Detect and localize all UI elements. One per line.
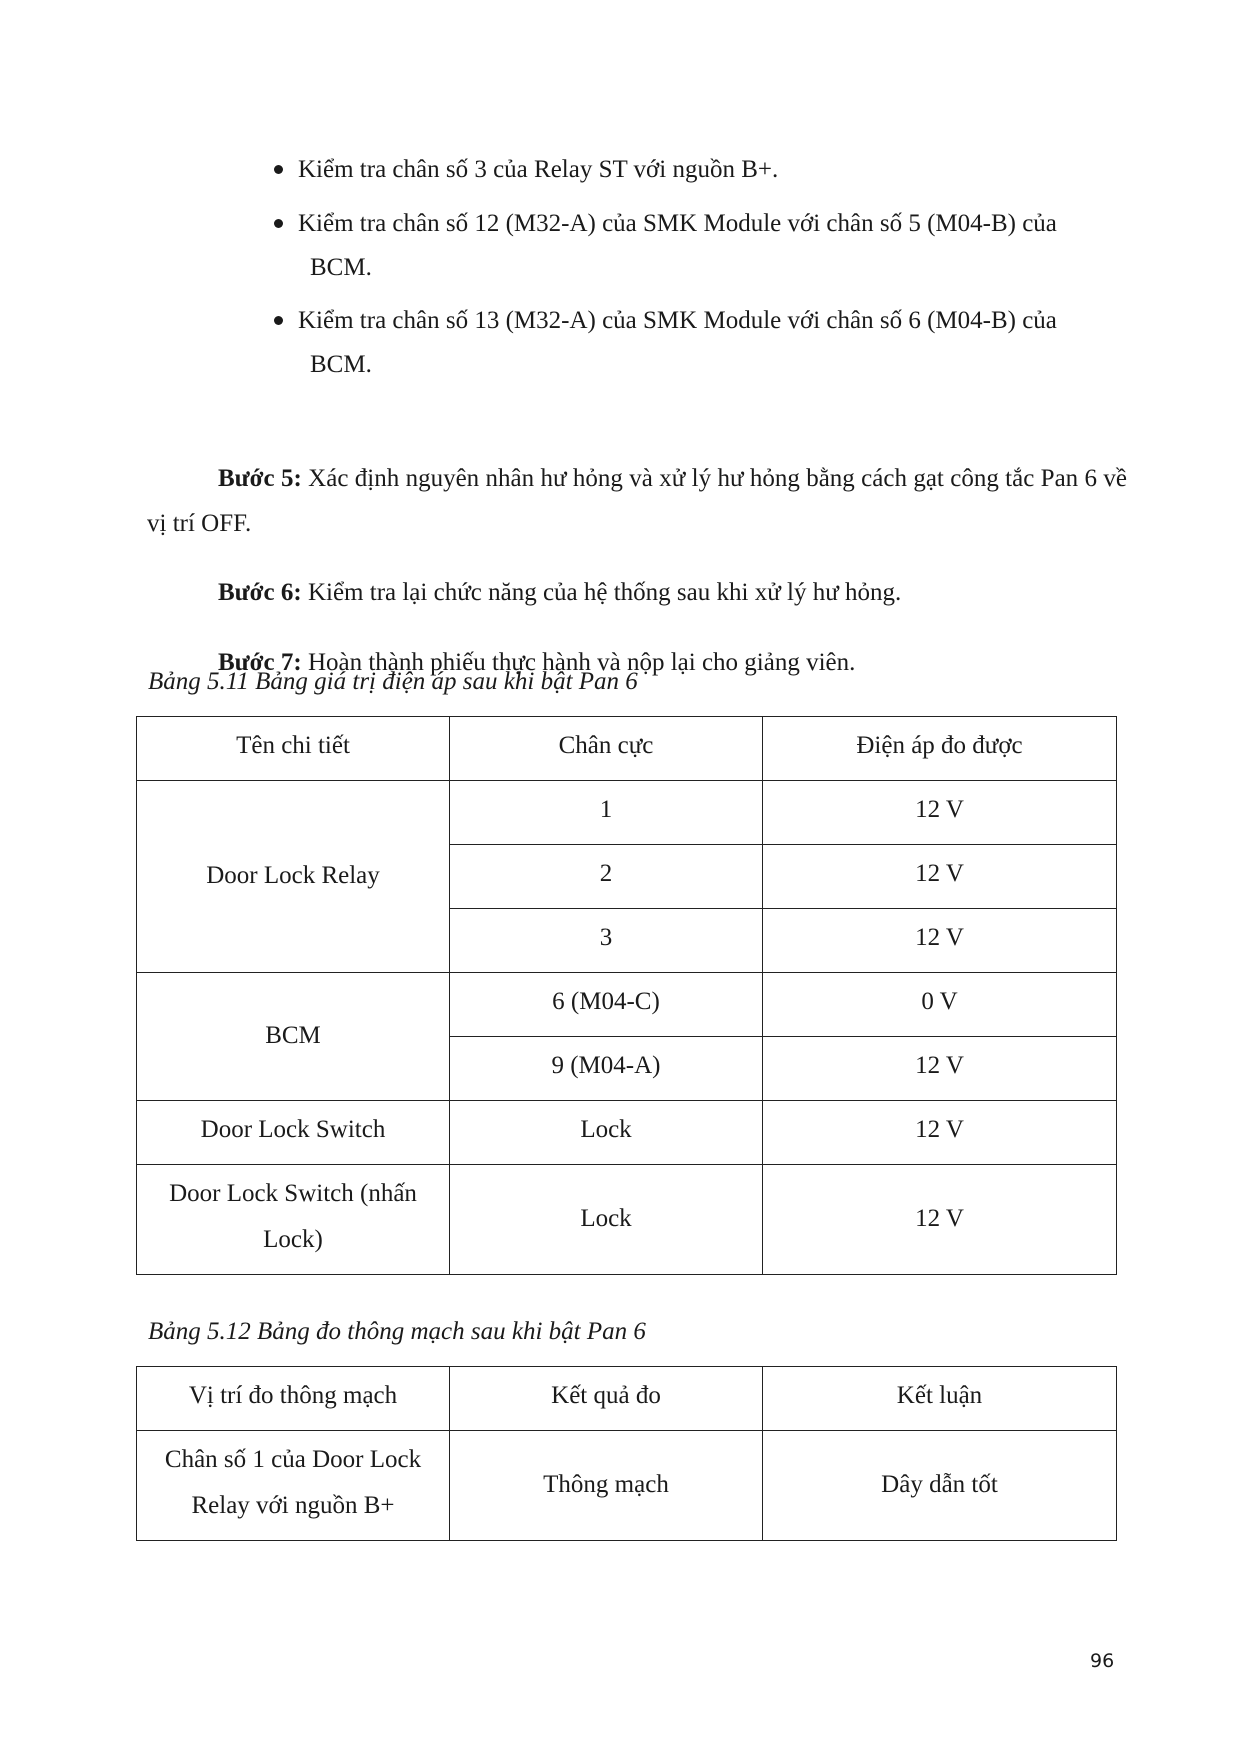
pin-cell: Lock — [450, 1165, 763, 1275]
table-row — [137, 1165, 1117, 1275]
table-row — [137, 781, 1117, 845]
step-text: Xác định nguyên nhân hư hỏng và xử lý hư hỏng bằng cách gạt công tắc Pan 6 về vị trí OFF. — [147, 465, 1127, 537]
page-number: 96 — [1090, 1650, 1115, 1672]
table-header-row — [137, 717, 1117, 781]
pin-cell: 2 — [450, 845, 763, 909]
table-header-cell: Vị trí đo thông mạch — [137, 1367, 450, 1431]
table-header-cell: Tên chi tiết — [137, 717, 450, 781]
bullet-item — [270, 148, 1130, 192]
bullet-continuation: BCM. — [310, 253, 372, 281]
step-label: Bước 7: — [218, 648, 302, 676]
bullet-text: Kiểm tra chân số 12 (M32-A) của SMK Module với chân số 5 (M04-B) của — [298, 209, 1057, 237]
step-list — [147, 432, 1127, 703]
table2-caption: Bảng 5.12 Bảng đo thông mạch sau khi bật Pan 6 — [148, 1318, 646, 1345]
step-6 — [147, 571, 1127, 616]
voltage-cell: 12 V — [763, 909, 1117, 973]
pin-cell: 9 (M04-A) — [450, 1037, 763, 1101]
table-row — [137, 1431, 1117, 1541]
table-row — [137, 1101, 1117, 1165]
component-cell: Door Lock Switch — [137, 1101, 450, 1165]
bullet-item — [270, 202, 1130, 290]
bullet-dot-icon — [274, 165, 283, 174]
voltage-table — [136, 716, 1117, 1275]
component-cell: Door Lock Relay — [137, 781, 450, 973]
voltage-cell: 12 V — [763, 1165, 1117, 1275]
bullet-text: Kiểm tra chân số 13 (M32-A) của SMK Module với chân số 6 (M04-B) của — [298, 307, 1057, 335]
voltage-cell: 12 V — [763, 1101, 1117, 1165]
pin-cell: 3 — [450, 909, 763, 973]
result-cell: Thông mạch — [450, 1431, 763, 1541]
table-header-cell: Điện áp đo được — [763, 717, 1117, 781]
table-header-cell: Chân cực — [450, 717, 763, 781]
pin-cell: 1 — [450, 781, 763, 845]
bullet-text: Kiểm tra chân số 3 của Relay ST với nguồn B+. — [298, 156, 779, 183]
voltage-cell: 0 V — [763, 973, 1117, 1037]
table1-caption: Bảng 5.11 Bảng giá trị điện áp sau khi bật Pan 6 — [148, 668, 638, 695]
pin-cell: 6 (M04-C) — [450, 973, 763, 1037]
table-header-row — [137, 1367, 1117, 1431]
voltage-cell: 12 V — [763, 845, 1117, 909]
conclusion-cell: Dây dẫn tốt — [763, 1431, 1117, 1541]
bullet-continuation: BCM. — [310, 351, 372, 378]
pin-cell: Lock — [450, 1101, 763, 1165]
voltage-cell: 12 V — [763, 1037, 1117, 1101]
voltage-cell: 12 V — [763, 781, 1117, 845]
bullet-list — [270, 148, 1130, 397]
step-text: Kiểm tra lại chức năng của hệ thống sau khi xử lý hư hỏng. — [301, 579, 902, 606]
bullet-dot-icon — [274, 219, 283, 228]
step-label: Bước 6: — [218, 579, 302, 606]
position-cell: Chân số 1 của Door Lock Relay với nguồn B+ — [137, 1431, 450, 1541]
step-text: Hoàn thành phiếu thực hành và nộp lại cho giảng viên. — [301, 648, 856, 676]
component-cell: BCM — [137, 973, 450, 1101]
table-header-cell: Kết quả đo — [450, 1367, 763, 1431]
continuity-table — [136, 1366, 1117, 1541]
table-header-cell: Kết luận — [763, 1367, 1117, 1431]
step-5 — [147, 457, 1127, 546]
table-row — [137, 973, 1117, 1037]
bullet-dot-icon — [274, 316, 283, 325]
step-label: Bước 5: — [218, 465, 302, 492]
component-cell: Door Lock Switch (nhấn Lock) — [137, 1165, 450, 1275]
bullet-item — [270, 299, 1130, 387]
